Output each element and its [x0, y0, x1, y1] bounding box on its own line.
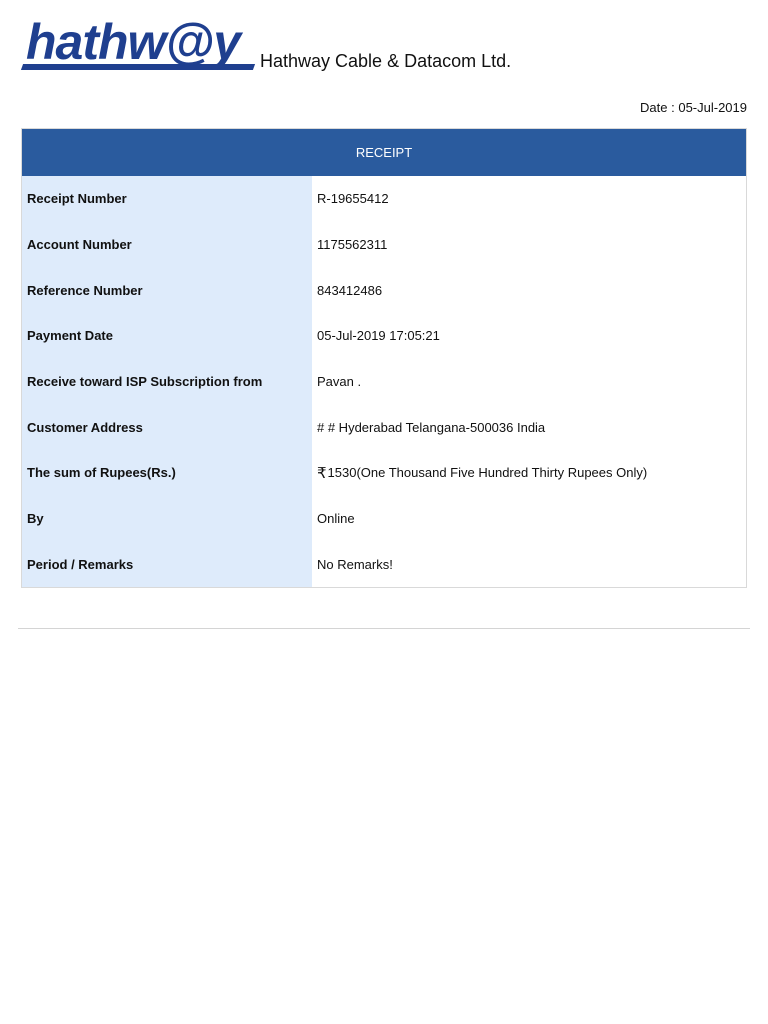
period-remarks-value: No Remarks! — [312, 542, 746, 588]
table-row — [22, 313, 746, 359]
sum-rupees-cell — [312, 450, 746, 496]
customer-address-label: Customer Address — [22, 404, 312, 450]
receipt-title: RECEIPT — [22, 129, 746, 176]
period-remarks-label: Period / Remarks — [22, 542, 312, 588]
account-number-value: 1175562311 — [312, 222, 746, 268]
table-row — [22, 542, 746, 588]
reference-number-label: Reference Number — [22, 267, 312, 313]
sum-rupees-value: 1530(One Thousand Five Hundred Thirty Rupees Only) — [327, 465, 648, 481]
received-from-label: Receive toward ISP Subscription from — [22, 359, 312, 405]
received-from-value: Pavan . — [312, 359, 746, 405]
hathway-logo — [22, 14, 258, 76]
receipt-date: Date : 05-Jul-2019 — [640, 100, 747, 115]
table-row — [22, 176, 746, 222]
receipt-table — [21, 128, 747, 588]
table-row — [22, 359, 746, 405]
payment-date-value: 05-Jul-2019 17:05:21 — [312, 313, 746, 359]
page-header — [22, 14, 742, 78]
receipt-number-label: Receipt Number — [22, 176, 312, 222]
rupee-icon: ₹ — [317, 463, 327, 482]
table-row — [22, 222, 746, 268]
table-row — [22, 450, 746, 496]
reference-number-value: 843412486 — [312, 267, 746, 313]
payment-by-label: By — [22, 496, 312, 542]
receipt-number-value: R-19655412 — [312, 176, 746, 222]
table-row — [22, 496, 746, 542]
table-row — [22, 404, 746, 450]
payment-date-label: Payment Date — [22, 313, 312, 359]
payment-by-value: Online — [312, 496, 746, 542]
page-divider — [18, 628, 750, 629]
company-name: Hathway Cable & Datacom Ltd. — [260, 51, 512, 71]
sum-rupees-label: The sum of Rupees(Rs.) — [22, 450, 312, 496]
table-row — [22, 267, 746, 313]
account-number-label: Account Number — [22, 222, 312, 268]
logo-text: hathw@y — [26, 14, 240, 70]
customer-address-value: # # Hyderabad Telangana-500036 India — [312, 404, 746, 450]
